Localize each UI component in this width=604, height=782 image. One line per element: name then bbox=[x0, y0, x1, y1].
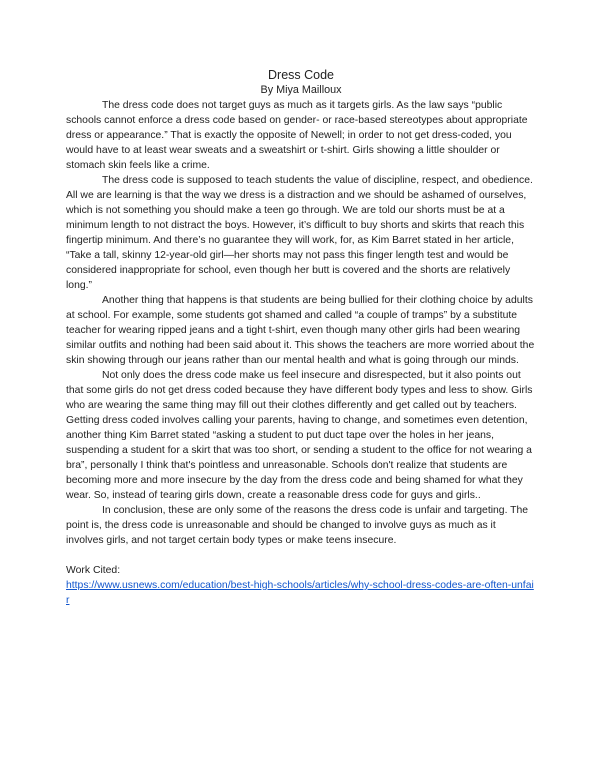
document-title: Dress Code bbox=[268, 68, 334, 82]
body-paragraph-3: Another thing that happens is that students are being bullied for their clothing choice by adults at school. For example, some students got shamed and called “a couple of tramps” by a substitute teacher for wearing ripped jeans and a tight t-shirt, even though many other girls had been wearing similar outfits and nothing had been said about it. This shows the teachers are more worried about the skin showing through our jeans rather than our mental health and what is going through our minds. bbox=[66, 295, 535, 366]
works-cited-heading: Work Cited: bbox=[66, 565, 121, 576]
body-paragraph-5: In conclusion, these are only some of the reasons the dress code is unfair and targeting. The point is, the dress code is unreasonable and should be changed to involve guys as much as it involves girls, and not target certain body types or make teens insecure. bbox=[66, 505, 529, 546]
body-paragraph-1: The dress code does not target guys as much as it targets girls. As the law says “public schools cannot enforce a dress code based on gender- or race-based stereotypes about appropriate dress or appearance.” That is exactly the opposite of Newell; in order to not get dress-coded, you would have to at least wear sweats and a sweatshirt or t-shirt. Girls showing a little shoulder or stomach skin feels like a crime. bbox=[66, 100, 528, 171]
body-paragraph-2: The dress code is supposed to teach students the value of discipline, respect, and obedience. All we are learning is that the way we dress is a distraction and we should be ashamed of ourselves, which is not something you should make a teen go through. We are told our shorts must be at a minimum length to not distract the boys. However, it’s difficult to buy shorts and skirts that reach this fingertip minimum. And there’s no guarantee they will work, for, as Kim Barret stated in her article, “Take a tall, skinny 12-year-old girl—her shorts may not pass this finger length test and would be considered inappropriate for school, even though her butt is covered and the shorts are relatively long.” bbox=[66, 175, 533, 291]
document-page bbox=[66, 68, 536, 608]
works-cited-link[interactable]: https://www.usnews.com/education/best-high-schools/articles/why-school-dress-codes-are-often-unfair bbox=[66, 580, 534, 606]
body-paragraph-4: Not only does the dress code make us feel insecure and disrespected, but it also points out that some girls do not get dress coded because they have different body types and less to show. Girls who are wearing the same thing may fill out their clothes differently and get called out by teachers. Getting dress coded involves calling your parents, having to change, and sometimes even detention, another thing Kim Barret stated “asking a student to put duct tape over the holes in her jeans, suspending a student for a skirt that was too short, or sending a student to the office for not wearing a bra”, personally I think that's pointless and unreasonable. Schools don't realize that students are becoming more and more insecure by the day from the dress code and being shamed for what they wear. So, instead of tearing girls down, create a reasonable dress code for guys and girls.. bbox=[66, 370, 533, 501]
section-spacer bbox=[66, 548, 536, 563]
document-author: By Miya Mailloux bbox=[260, 84, 342, 96]
